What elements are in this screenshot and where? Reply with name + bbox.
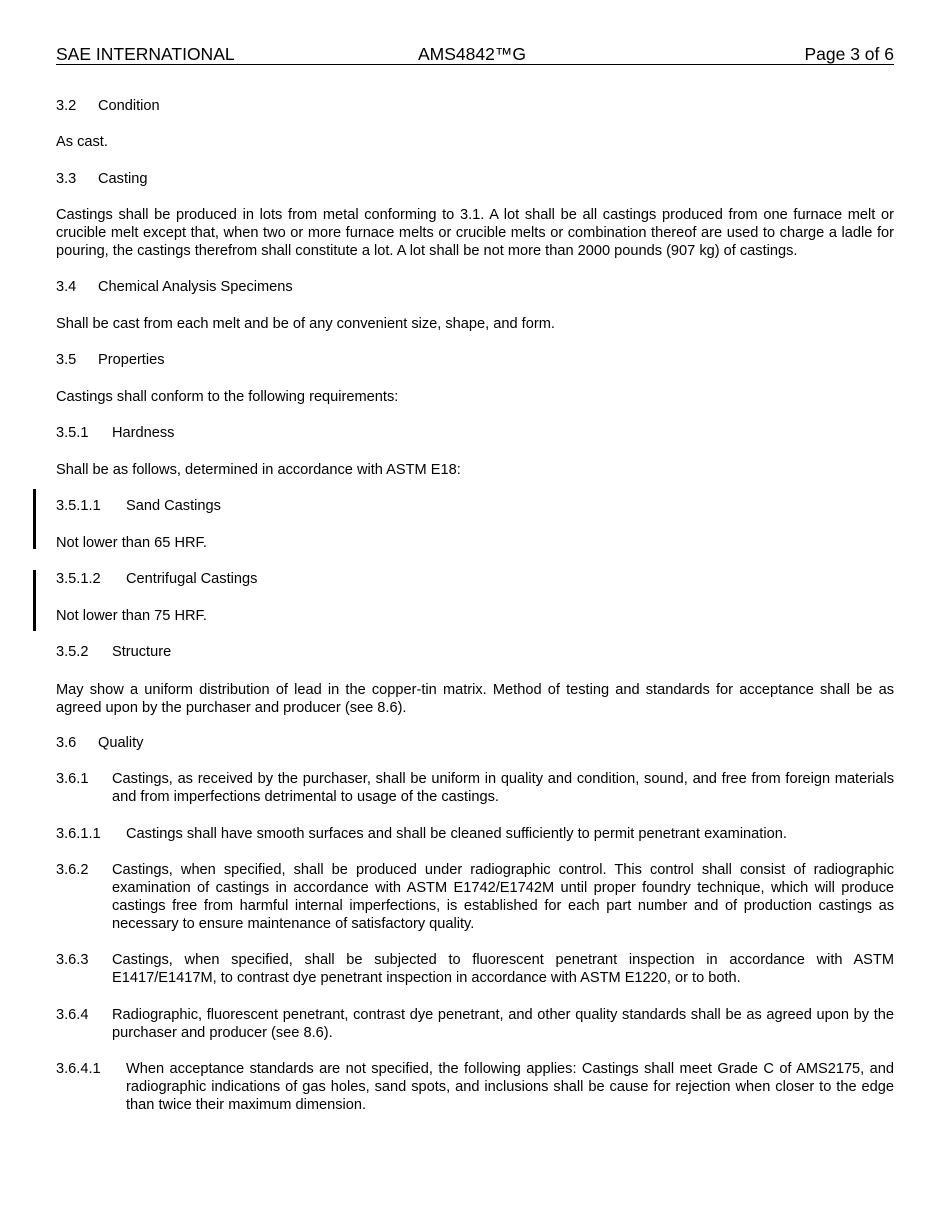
section-title: Centrifugal Castings: [126, 571, 258, 587]
section-title: Condition: [98, 98, 160, 114]
paragraph-text: Castings, when specified, shall be produced under radiographic control. This control shall consist of radiographic examination of castings in accordance with ASTM E1742/E1742M until proper foundry technique, which will produce castings free from harmful internal imperfections, is established for each part number and of production castings as necessary to ensure maintenance of satisfactory quality.: [112, 862, 894, 932]
paragraph: Shall be as follows, determined in accordance with ASTM E18:: [56, 462, 461, 478]
paragraph: Not lower than 75 HRF.: [56, 608, 207, 624]
change-bar: [33, 570, 36, 631]
section-title: Structure: [112, 644, 172, 660]
paragraph-text: When acceptance standards are not specified, the following applies: Castings shall meet Grade C of AMS2175, and radiographic indications of gas holes, sand spots, and inclusions shall be cause for rejection when closer to the edge than twice their maximum dimension.: [126, 1061, 894, 1113]
paragraph-text: Radiographic, fluorescent penetrant, contrast dye penetrant, and other quality standards shall be as agreed upon by the purchaser and producer (see 8.6).: [112, 1007, 894, 1041]
section-number: 3.3: [56, 171, 77, 187]
section-number: 3.5.2: [56, 644, 89, 660]
section-title: Hardness: [112, 425, 175, 441]
paragraph: Shall be cast from each melt and be of any convenient size, shape, and form.: [56, 316, 555, 332]
section-number: 3.5: [56, 352, 77, 368]
section-number: 3.6.2: [56, 862, 89, 878]
section-title: Sand Castings: [126, 498, 221, 514]
header-doc-id: AMS4842™G: [418, 44, 526, 64]
change-bar: [33, 489, 36, 549]
page-header: [56, 44, 894, 65]
paragraph: As cast.: [56, 134, 108, 150]
section-number: 3.6.4.1: [56, 1061, 101, 1077]
header-page-number: Page 3 of 6: [804, 44, 894, 64]
paragraph-text: Castings, when specified, shall be subjected to fluorescent penetrant inspection in accordance with ASTM E1417/E1417M, to contrast dye penetrant inspection in accordance with ASTM E1220, or to both.: [112, 952, 894, 986]
section-number: 3.5.1: [56, 425, 89, 441]
section-number: 3.2: [56, 98, 77, 114]
paragraph: Not lower than 65 HRF.: [56, 535, 207, 551]
section-title: Chemical Analysis Specimens: [98, 279, 293, 295]
paragraph: Castings shall conform to the following requirements:: [56, 389, 399, 405]
section-title: Casting: [98, 171, 148, 187]
section-number: 3.6.4: [56, 1007, 89, 1023]
paragraph-text: Castings shall have smooth surfaces and shall be cleaned sufficiently to permit penetrant examination.: [126, 826, 787, 842]
paragraph-text: Castings, as received by the purchaser, shall be uniform in quality and condition, sound, and free from foreign materials and from imperfections detrimental to usage of the castings.: [112, 771, 894, 805]
paragraph: Castings shall be produced in lots from metal conforming to 3.1. A lot shall be all castings produced from one furnace melt or crucible melt except that, when two or more furnace melts or crucible melts or combination thereof are used to charge a ladle for pouring, the castings therefrom shall constitute a lot. A lot shall be not more than 2000 pounds (907 kg) of castings.: [56, 207, 894, 259]
section-number: 3.6: [56, 735, 77, 751]
section-title: Quality: [98, 735, 144, 751]
header-org: SAE INTERNATIONAL: [56, 44, 235, 64]
section-number: 3.5.1.2: [56, 571, 101, 587]
section-number: 3.6.1: [56, 771, 89, 787]
section-number: 3.6.1.1: [56, 826, 101, 842]
section-number: 3.5.1.1: [56, 498, 101, 514]
section-title: Properties: [98, 352, 165, 368]
section-number: 3.4: [56, 279, 77, 295]
section-number: 3.6.3: [56, 952, 89, 968]
paragraph: May show a uniform distribution of lead in the copper-tin matrix. Method of testing and standards for acceptance shall be as agreed upon by the purchaser and producer (see 8.6).: [56, 682, 894, 716]
